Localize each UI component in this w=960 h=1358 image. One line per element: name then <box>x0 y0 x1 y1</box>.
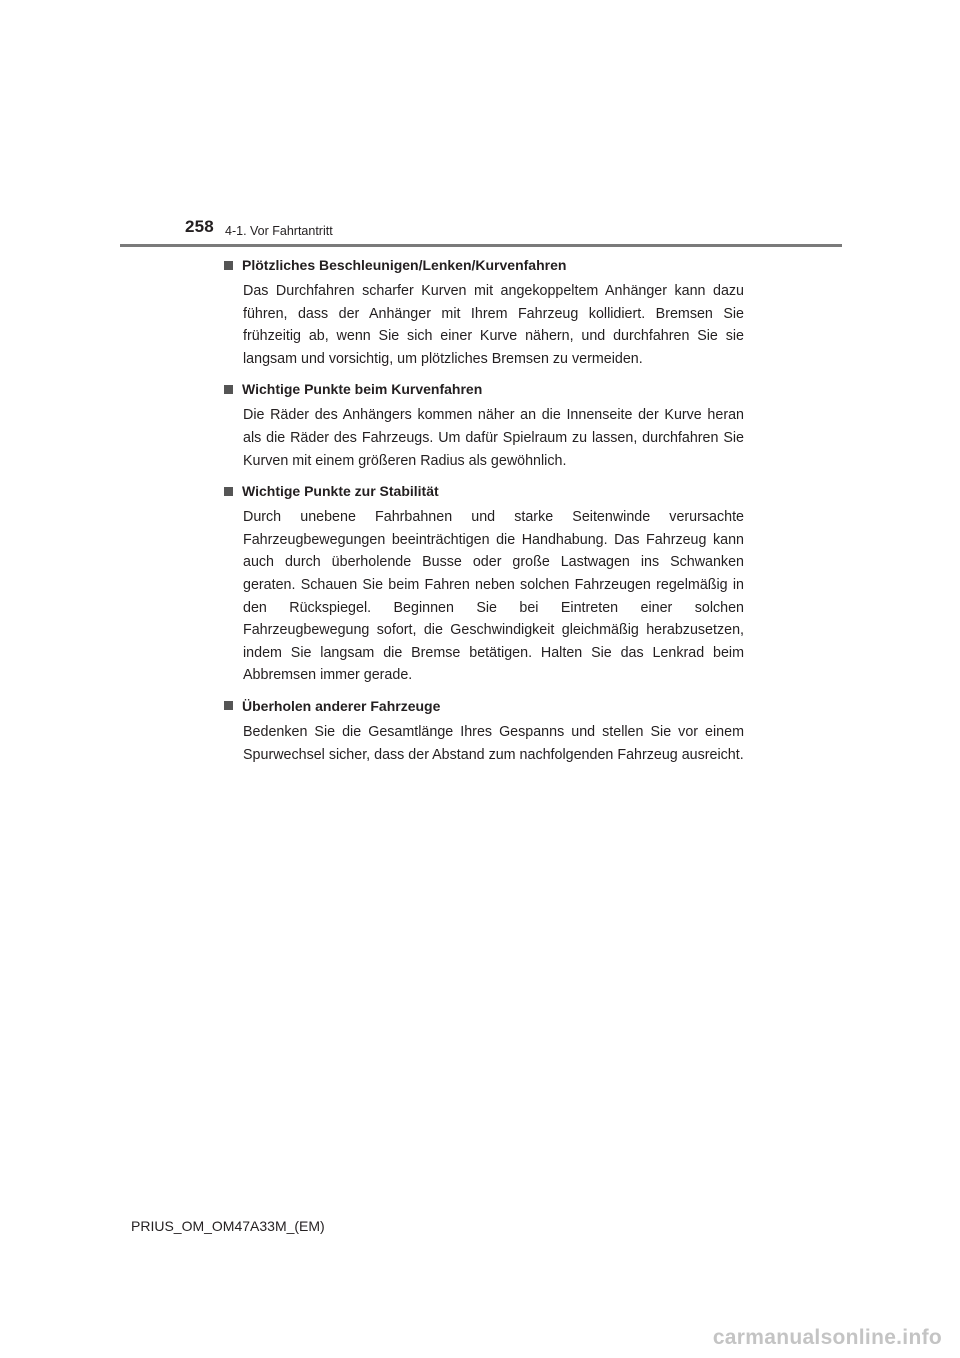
section-heading <box>224 378 744 400</box>
document-code: PRIUS_OM_OM47A33M_(EM) <box>131 1218 325 1234</box>
section-body: Das Durchfahren scharfer Kurven mit angekoppeltem Anhänger kann dazu führen, dass der Anhänger mit Ihrem Fahrzeug kollidiert. Bremsen Sie frühzeitig ab, wenn Sie sich einer Kurve nähern, und durchfahren Sie sie langsam und vorsichtig, um plötzliches Bremsen zu vermeiden. <box>243 283 744 367</box>
section-heading <box>224 695 744 717</box>
section-heading <box>224 480 744 502</box>
square-bullet-icon <box>224 261 233 270</box>
section-heading-text: Wichtige Punkte zur Stabilität <box>242 483 439 500</box>
square-bullet-icon <box>224 701 233 710</box>
section-cornering <box>224 378 744 472</box>
header-divider <box>120 244 842 247</box>
square-bullet-icon <box>224 487 233 496</box>
section-heading-text: Plötzliches Beschleunigen/Lenken/Kurvenfahren <box>242 257 567 273</box>
section-stability <box>224 480 744 687</box>
section-heading-text: Überholen anderer Fahrzeuge <box>242 697 441 714</box>
section-label: 4-1. Vor Fahrtantritt <box>225 224 333 238</box>
section-heading <box>224 254 744 276</box>
page-number: 258 <box>185 217 214 236</box>
section-heading-text: Wichtige Punkte beim Kurvenfahren <box>242 381 483 398</box>
section-sudden-maneuvers <box>224 254 744 370</box>
section-body: Durch unebene Fahrbahnen und starke Seitenwinde verursachte Fahrzeugbewegungen beeinträchtigen die Handhabung. Das Fahrzeug kann auch durch überholende Busse oder große Lastwagen ins Schwanken geraten. Schauen Sie beim Fahren neben solchen Fahrzeugen regelmäßig in den Rückspiegel. Beginnen Sie bei Eintreten einer solchen Fahrzeugbewegung sofort, die Geschwindigkeit gleichmäßig herabzusetzen, indem Sie langsam die Bremse betätigen. Halten Sie das Lenkrad beim Abbremsen immer gerade. <box>243 509 744 684</box>
section-body: Die Räder des Anhängers kommen näher an die Innenseite der Kurve heran als die Räder des Fahrzeugs. Um dafür Spielraum zu lassen, durchfahren Sie Kurven mit einem größeren Radius als gewöhnlich. <box>243 407 744 469</box>
page-content <box>224 254 744 774</box>
square-bullet-icon <box>224 385 233 394</box>
section-overtaking <box>224 695 744 766</box>
watermark: carmanualsonline.info <box>712 1326 942 1349</box>
section-body: Bedenken Sie die Gesamtlänge Ihres Gespanns und stellen Sie vor einem Spurwechsel sicher, dass der Abstand zum nachfolgenden Fahrzeug ausreicht. <box>243 723 744 763</box>
